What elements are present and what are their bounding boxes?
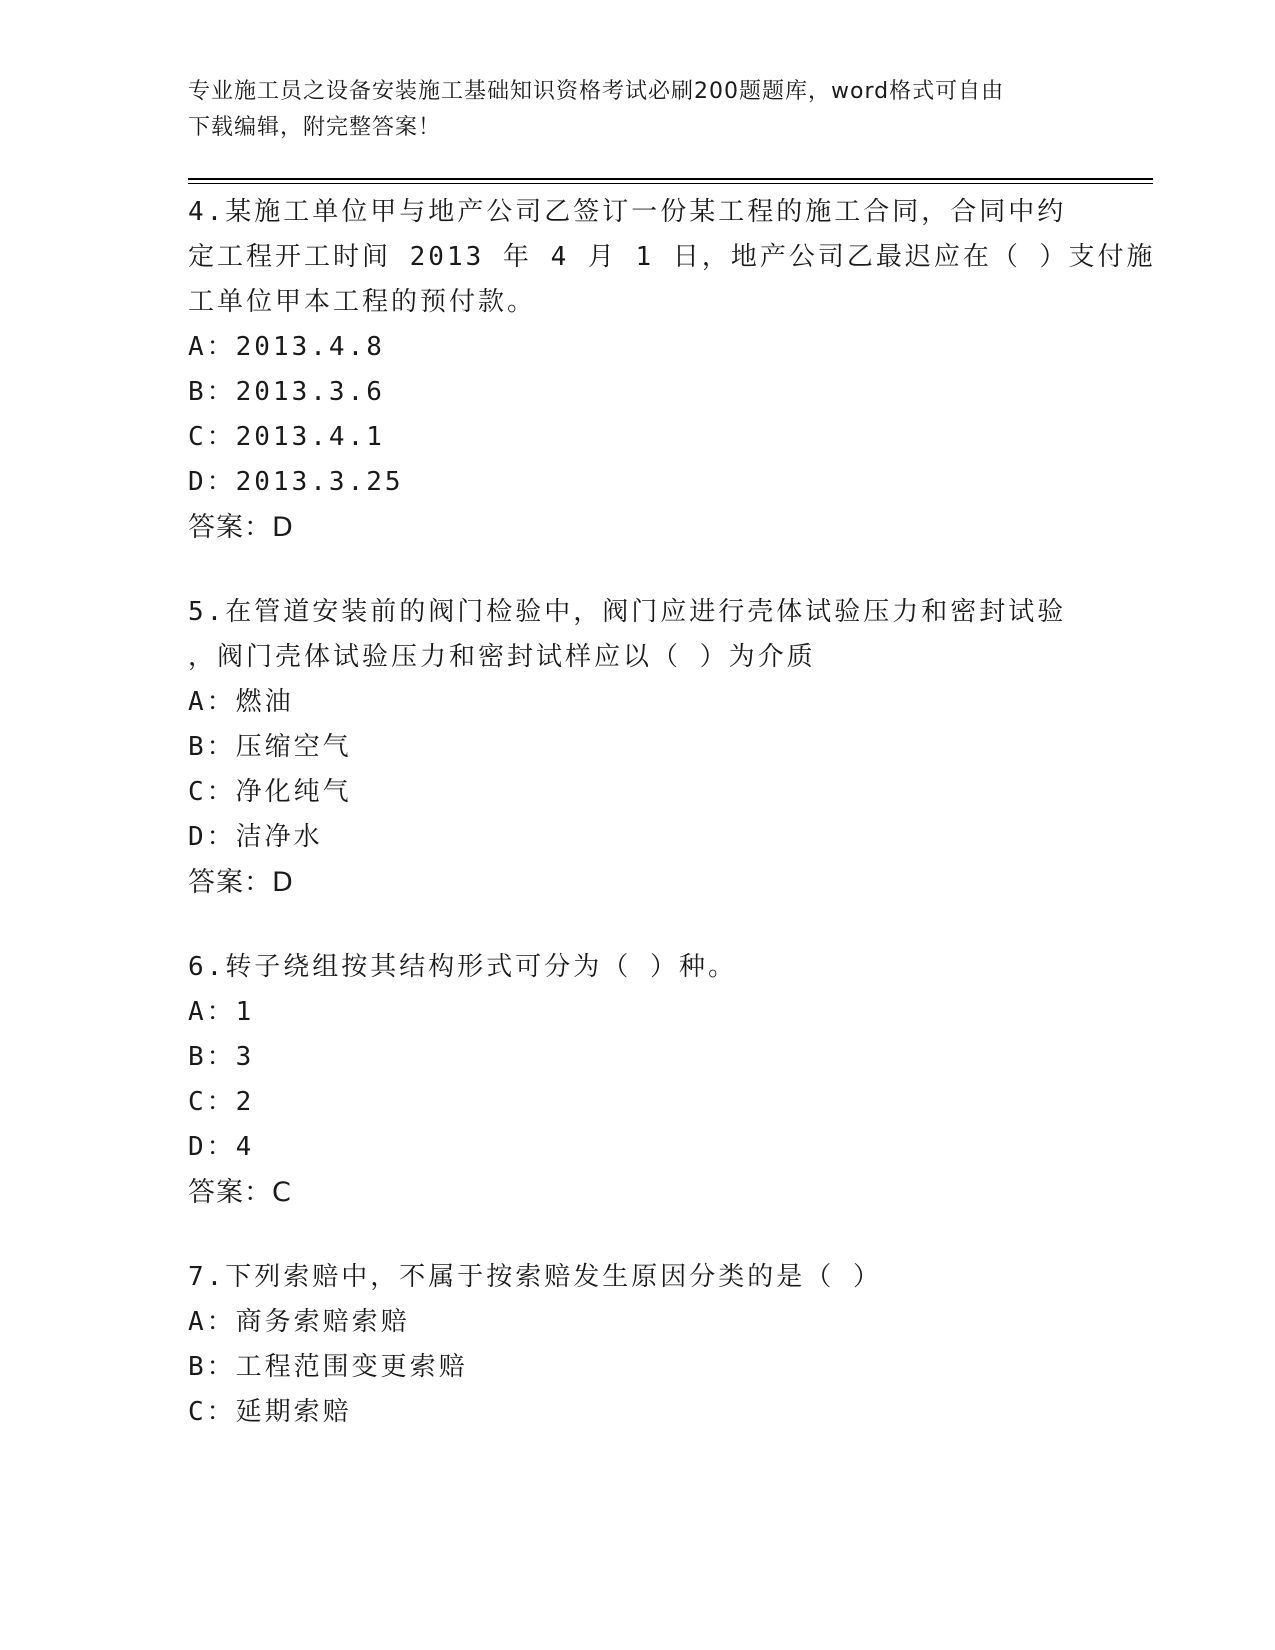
question-stem <box>188 190 1156 325</box>
option-b: B：3 <box>188 1042 255 1072</box>
stem-line: 定工程开工时间 2013 年 4 月 1 日，地产公司乙最迟应在（ ）支付施 <box>188 242 1156 272</box>
option-a: A：燃油 <box>188 687 294 717</box>
option-b: B：2013.3.6 <box>188 377 385 407</box>
question-4 <box>188 190 1156 550</box>
question-5 <box>188 590 1088 905</box>
option-d: D：2013.3.25 <box>188 467 404 497</box>
option-b: B：压缩空气 <box>188 732 352 762</box>
option-d: D：4 <box>188 1132 255 1162</box>
header-line-2: 下载编辑，附完整答案！ <box>188 115 442 140</box>
answer-line: 答案：D <box>188 867 294 898</box>
option-a: A：2013.4.8 <box>188 332 385 362</box>
answer-line: 答案：C <box>188 1177 292 1208</box>
stem-line: 6.转子绕组按其结构形式可分为（ ）种。 <box>188 952 737 982</box>
document-header <box>188 74 1068 146</box>
option-b: B：工程范围变更索赔 <box>188 1352 468 1382</box>
stem-line: 4.某施工单位甲与地产公司乙签订一份某工程的施工合同，合同中约 <box>188 197 1067 227</box>
answer-line: 答案：D <box>188 512 294 543</box>
question-stem <box>188 945 1068 990</box>
question-7 <box>188 1255 1088 1435</box>
option-c: C：净化纯气 <box>188 777 352 807</box>
question-6 <box>188 945 1088 1215</box>
question-stem <box>188 590 1068 680</box>
option-c: C：2013.4.1 <box>188 422 385 452</box>
header-divider-thick <box>188 178 1153 180</box>
stem-line: 5.在管道安装前的阀门检验中，阀门应进行壳体试验压力和密封试验 <box>188 597 1067 627</box>
header-line-1: 专业施工员之设备安装施工基础知识资格考试必刷200题题库，word格式可自由 <box>188 79 1005 104</box>
stem-line: 工单位甲本工程的预付款。 <box>188 287 537 317</box>
question-list <box>188 190 1156 1475</box>
stem-line: 7.下列索赔中，不属于按索赔发生原因分类的是（ ） <box>188 1262 882 1292</box>
header-divider-thin <box>188 183 1153 184</box>
option-c: C：2 <box>188 1087 255 1117</box>
option-a: A：商务索赔索赔 <box>188 1307 410 1337</box>
option-c: C：延期索赔 <box>188 1397 352 1427</box>
question-stem <box>188 1255 1068 1300</box>
option-d: D：洁净水 <box>188 822 323 852</box>
option-a: A：1 <box>188 997 255 1027</box>
stem-line: ，阀门壳体试验压力和密封试样应以（ ）为介质 <box>188 642 816 672</box>
